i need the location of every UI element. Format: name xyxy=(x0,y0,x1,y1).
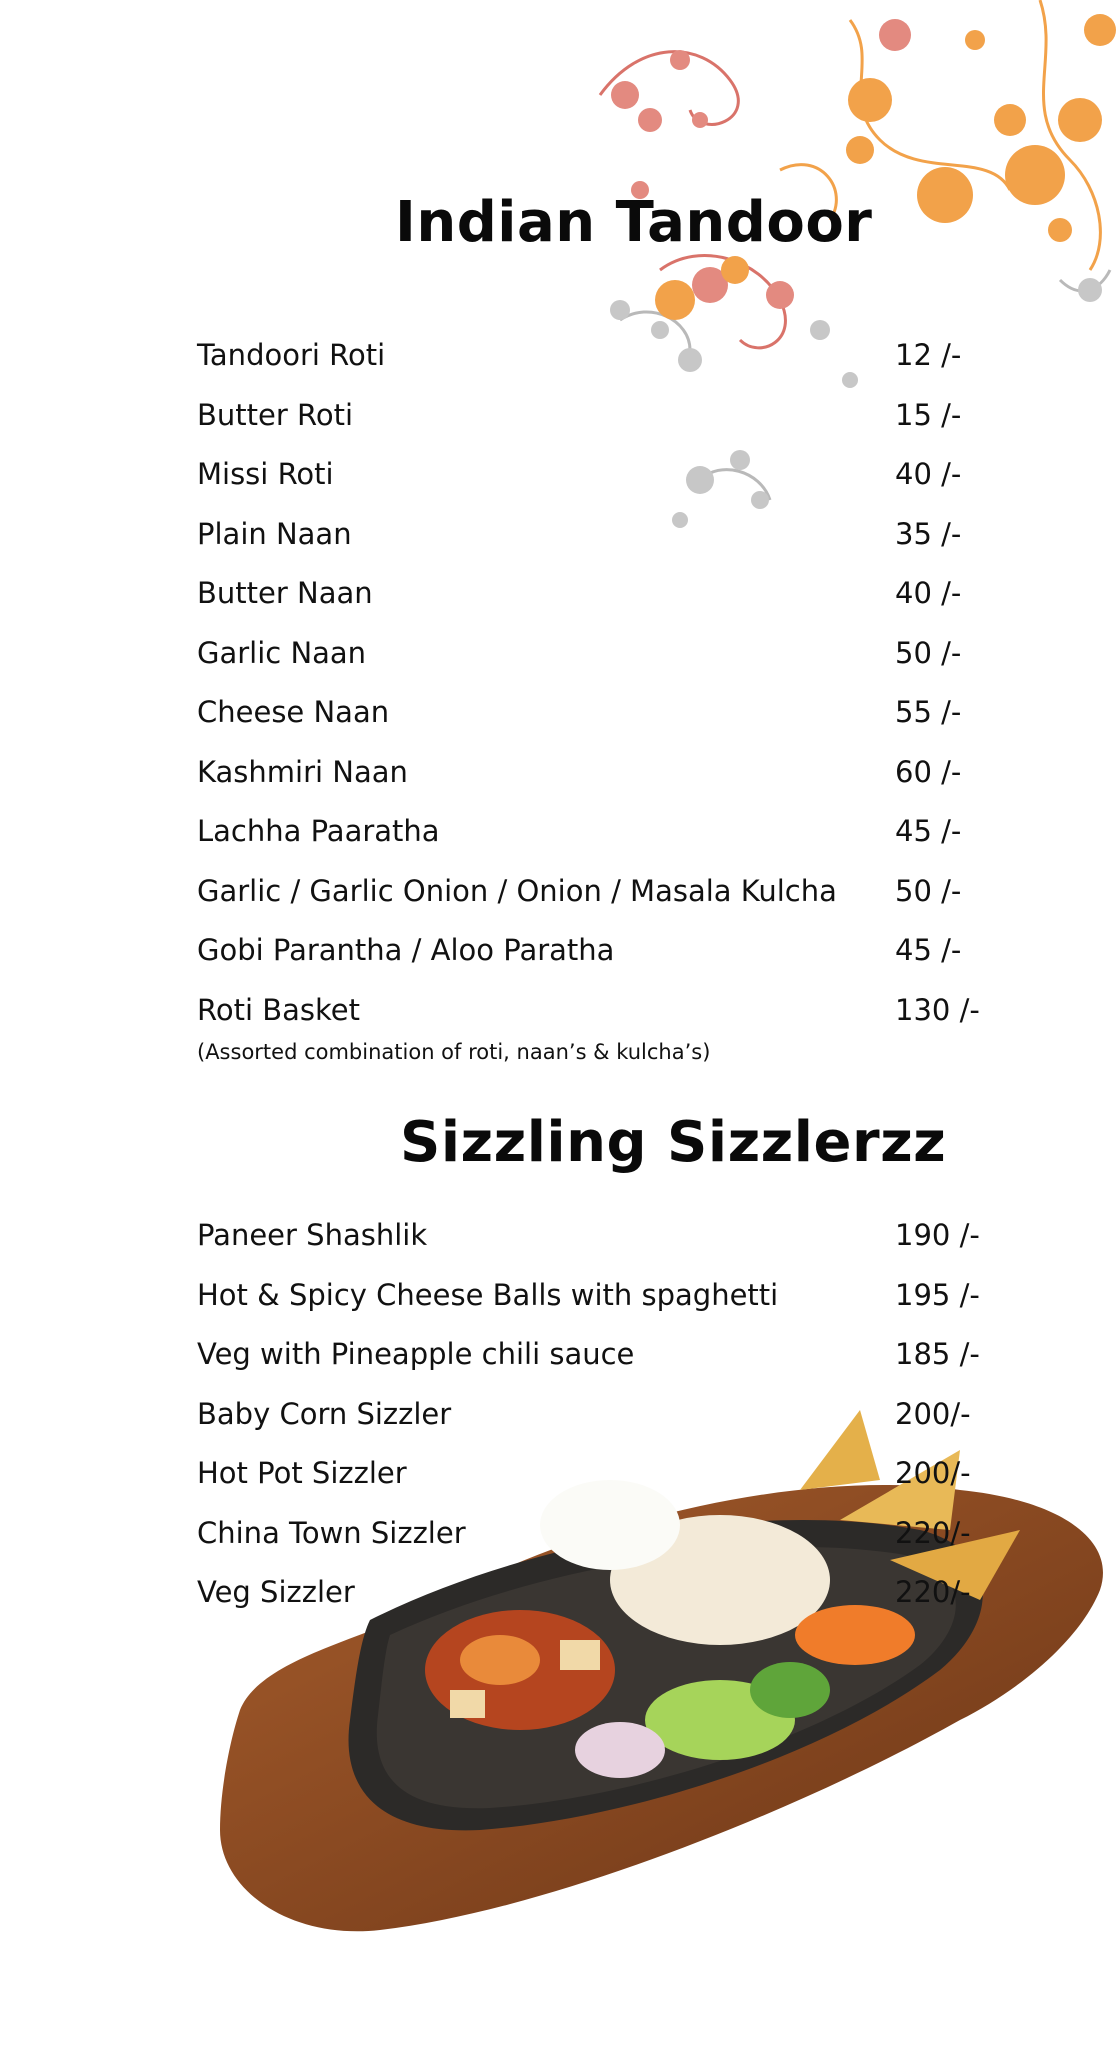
menu-item xyxy=(197,874,1017,934)
menu-item xyxy=(197,1516,1017,1576)
item-price: 50 /- xyxy=(895,635,962,670)
roti-basket-note: (Assorted combination of roti, naan’s & kulcha’s) xyxy=(197,1040,711,1064)
item-price: 130 /- xyxy=(895,992,980,1027)
menu-item xyxy=(197,1218,1017,1278)
menu-item xyxy=(197,338,1017,398)
item-price: 40 /- xyxy=(895,457,962,491)
item-name: Baby Corn Sizzler xyxy=(197,1396,452,1431)
menu-item xyxy=(197,576,1017,636)
item-name: Veg with Pineapple chili sauce xyxy=(197,1337,635,1371)
item-name: Plain Naan xyxy=(197,516,352,551)
section-title-sizzling-sizzlerzz: Sizzling Sizzlerzz xyxy=(400,1110,947,1175)
section-title-indian-tandoor: Indian Tandoor xyxy=(395,190,873,255)
item-name: Veg Sizzler xyxy=(197,1575,355,1609)
item-name: Missi Roti xyxy=(197,457,334,491)
item-price: 35 /- xyxy=(895,516,962,551)
item-name: Gobi Parantha / Aloo Paratha xyxy=(197,933,615,967)
item-price: 200/- xyxy=(895,1396,971,1431)
item-name: Kashmiri Naan xyxy=(197,754,408,789)
menu-item xyxy=(197,933,1017,993)
menu-item xyxy=(197,1397,1017,1457)
menu-item xyxy=(197,457,1017,517)
item-name: Lachha Paaratha xyxy=(197,814,440,848)
item-price: 185 /- xyxy=(895,1337,980,1371)
menu-item xyxy=(197,1456,1017,1516)
item-price: 55 /- xyxy=(895,695,962,729)
item-price: 190 /- xyxy=(895,1218,980,1252)
item-name: Cheese Naan xyxy=(197,695,390,729)
item-price: 220/- xyxy=(895,1575,971,1609)
item-price: 50 /- xyxy=(895,873,962,908)
menu-item xyxy=(197,636,1017,696)
item-price: 40 /- xyxy=(895,576,962,610)
item-price: 60 /- xyxy=(895,754,962,789)
menu-list-indian-tandoor xyxy=(197,338,1017,1052)
item-name: China Town Sizzler xyxy=(197,1515,466,1550)
item-price: 45 /- xyxy=(895,814,962,848)
item-name: Butter Roti xyxy=(197,397,354,432)
item-name: Garlic Naan xyxy=(197,635,367,670)
item-name: Hot Pot Sizzler xyxy=(197,1456,407,1490)
item-price: 12 /- xyxy=(895,338,962,372)
item-name: Garlic / Garlic Onion / Onion / Masala Kulcha xyxy=(197,873,837,908)
item-price: 200/- xyxy=(895,1456,971,1490)
item-price: 45 /- xyxy=(895,933,962,967)
item-price: 15 /- xyxy=(895,397,962,432)
menu-item xyxy=(197,1575,1017,1635)
menu-list-sizzlers xyxy=(197,1218,1017,1635)
item-price: 220/- xyxy=(895,1515,971,1550)
item-name: Hot & Spicy Cheese Balls with spaghetti xyxy=(197,1277,779,1312)
menu-item xyxy=(197,814,1017,874)
menu-item xyxy=(197,517,1017,577)
item-name: Tandoori Roti xyxy=(197,338,386,372)
menu-item xyxy=(197,1337,1017,1397)
item-name: Roti Basket xyxy=(197,992,360,1027)
menu-item xyxy=(197,695,1017,755)
menu-item xyxy=(197,398,1017,458)
item-price: 195 /- xyxy=(895,1277,980,1312)
item-name: Butter Naan xyxy=(197,576,373,610)
menu-item xyxy=(197,755,1017,815)
menu-item xyxy=(197,1278,1017,1338)
item-name: Paneer Shashlik xyxy=(197,1218,428,1252)
